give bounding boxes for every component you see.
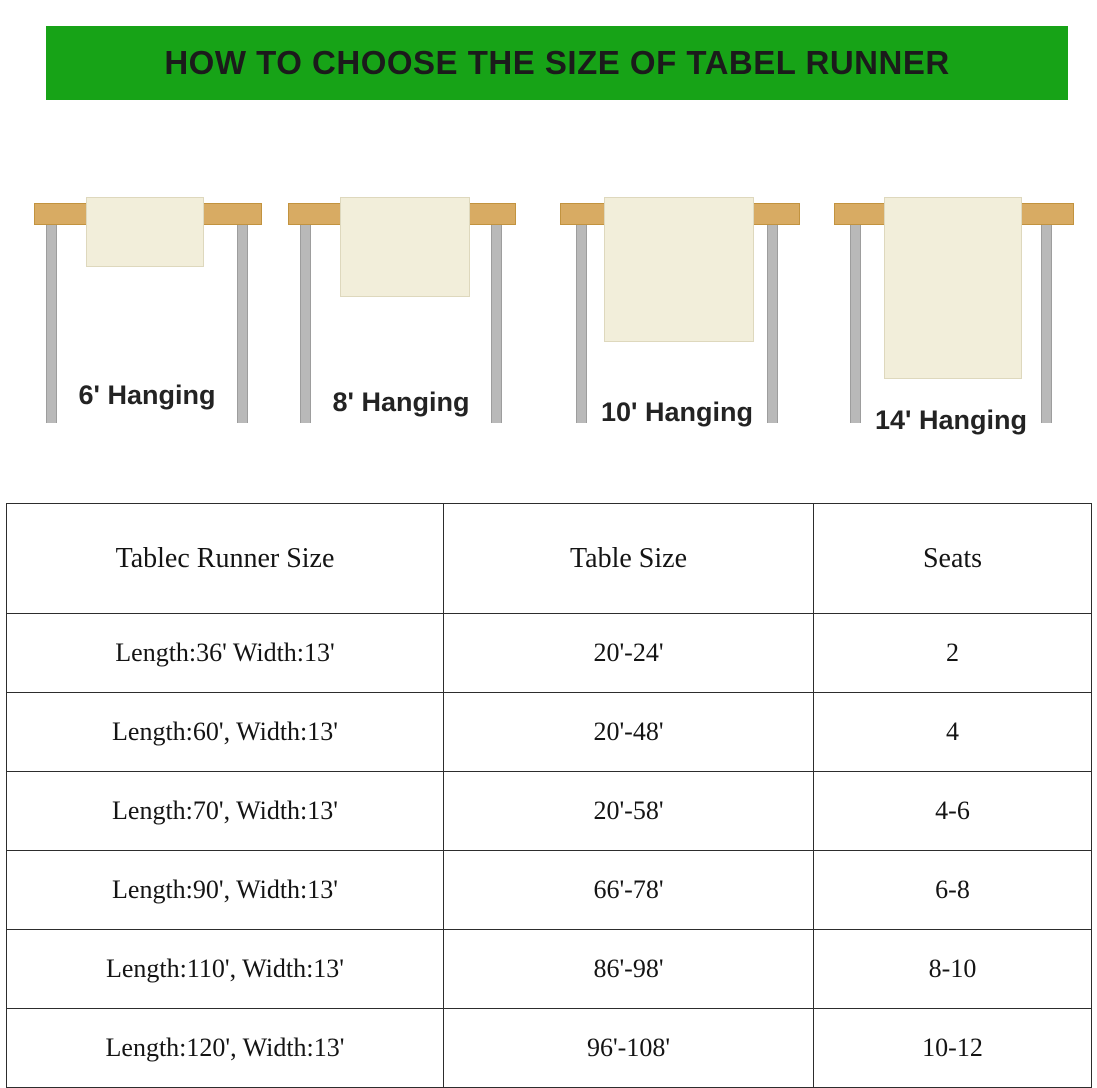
cell-seats: 6-8 — [814, 851, 1092, 930]
cell-runner-size: Length:110', Width:13' — [7, 930, 444, 1009]
cell-runner-size: Length:70', Width:13' — [7, 772, 444, 851]
table-row — [7, 614, 1092, 693]
hanging-label: 8' Hanging — [332, 387, 470, 417]
cell-table-size: 20'-48' — [444, 693, 814, 772]
table-runner-cloth-icon — [86, 197, 204, 267]
table-runner-cloth-icon — [604, 197, 754, 342]
column-header-table-size: Table Size — [444, 504, 814, 614]
size-chart-table — [6, 503, 1092, 1088]
hanging-label: 6' Hanging — [78, 380, 216, 410]
table-runner-illustration — [276, 175, 526, 465]
table-row — [7, 930, 1092, 1009]
column-header-runner-size: Tablec Runner Size — [7, 504, 444, 614]
table-row — [7, 851, 1092, 930]
cell-table-size: 86'-98' — [444, 930, 814, 1009]
table-leg-icon — [1041, 225, 1052, 423]
table-leg-icon — [850, 225, 861, 423]
cell-runner-size: Length:60', Width:13' — [7, 693, 444, 772]
hanging-label: 10' Hanging — [601, 397, 753, 427]
illustration-strip — [0, 175, 1097, 465]
cell-runner-size: Length:120', Width:13' — [7, 1009, 444, 1088]
cell-runner-size: Length:36' Width:13' — [7, 614, 444, 693]
cell-seats: 10-12 — [814, 1009, 1092, 1088]
table-leg-icon — [576, 225, 587, 423]
cell-seats: 8-10 — [814, 930, 1092, 1009]
table-row — [7, 1009, 1092, 1088]
table-row — [7, 772, 1092, 851]
cell-table-size: 66'-78' — [444, 851, 814, 930]
cell-table-size: 96'-108' — [444, 1009, 814, 1088]
column-header-seats: Seats — [814, 504, 1092, 614]
table-header-row — [7, 504, 1092, 614]
cell-runner-size: Length:90', Width:13' — [7, 851, 444, 930]
page-title: HOW TO CHOOSE THE SIZE OF TABEL RUNNER — [164, 44, 950, 81]
cell-seats: 2 — [814, 614, 1092, 693]
table-row — [7, 693, 1092, 772]
table-runner-illustration — [552, 175, 802, 465]
table-runner-illustration — [22, 175, 272, 465]
table-leg-icon — [767, 225, 778, 423]
hanging-label: 14' Hanging — [875, 405, 1027, 435]
table-runner-illustration — [826, 175, 1076, 465]
header-banner — [46, 26, 1068, 100]
cell-table-size: 20'-24' — [444, 614, 814, 693]
table-runner-cloth-icon — [884, 197, 1022, 379]
cell-seats: 4 — [814, 693, 1092, 772]
table-runner-cloth-icon — [340, 197, 470, 297]
cell-seats: 4-6 — [814, 772, 1092, 851]
cell-table-size: 20'-58' — [444, 772, 814, 851]
